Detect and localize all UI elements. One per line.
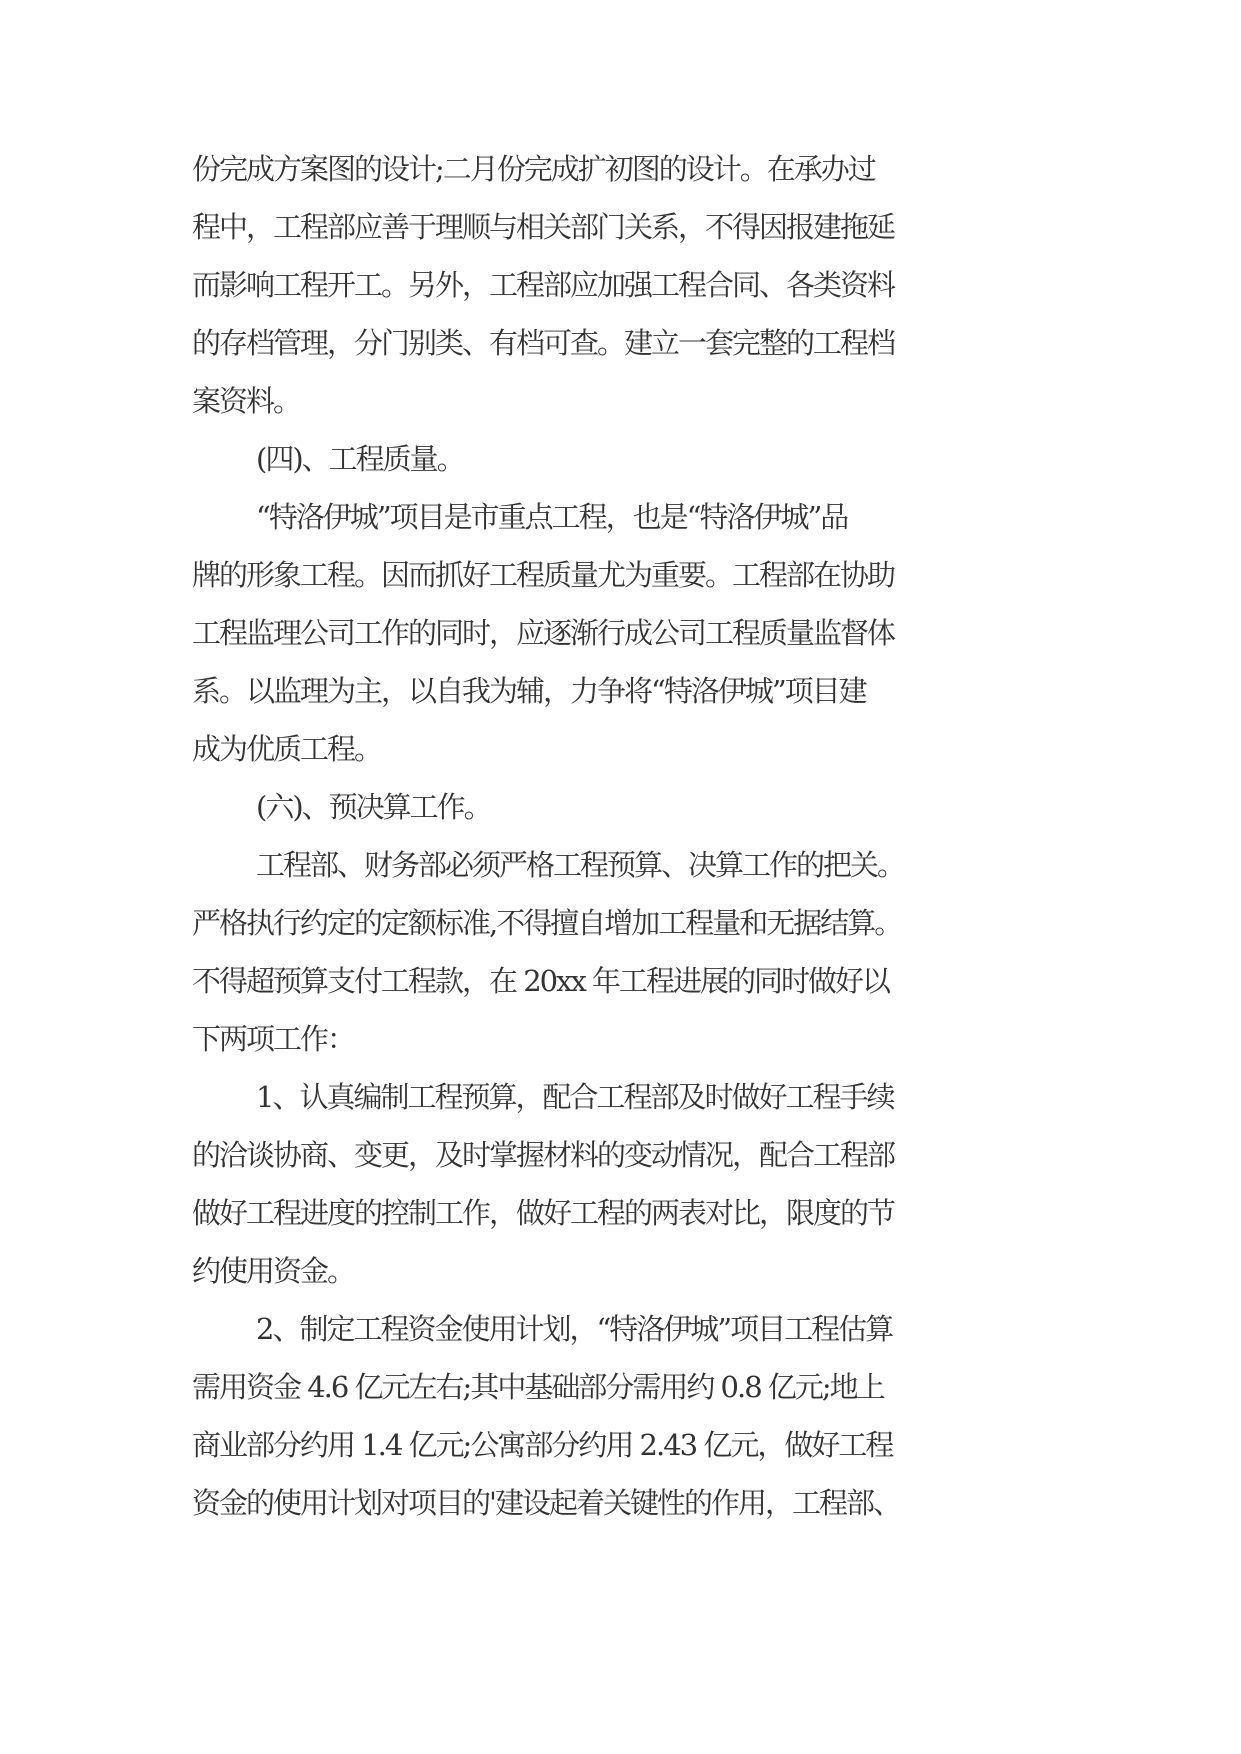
paragraph-line: 严格执行约定的定额标准,不得擅自增加工程量和无据结算。 [192,906,902,940]
paragraph-line: 的存档管理，分门别类、有档可查。建立一套完整的工程档 [192,326,895,360]
paragraph-line: 不得超预算支付工程款，在 20xx 年工程进展的同时做好以 [192,964,890,998]
paragraph-line: “特洛伊城”项目是市重点工程，也是“特洛伊城”品 [256,500,848,534]
paragraph-line: 而影响工程开工。另外，工程部应加强工程合同、各类资料 [192,268,895,302]
list-item-line: 的洽谈协商、变更，及时掌握材料的变动情况，配合工程部 [192,1138,895,1172]
paragraph-line: 份完成方案图的设计;二月份完成扩初图的设计。在承办过 [192,152,875,186]
paragraph-line: 工程部、财务部必须严格工程预算、决算工作的把关。 [256,848,905,882]
paragraph-line: 案资料。 [192,384,301,418]
list-item-line: 1、认真编制工程预算，配合工程部及时做好工程手续 [256,1080,894,1114]
list-item-line: 商业部分约用 1.4 亿元;公寓部分约用 2.43 亿元，做好工程 [192,1428,893,1462]
paragraph-line: 牌的形象工程。因而抓好工程质量尤为重要。工程部在协助 [192,558,895,592]
list-item-line: 做好工程进度的控制工作，做好工程的两表对比，限度的节 [192,1196,895,1230]
list-item-line: 需用资金 4.6 亿元左右;其中基础部分需用约 0.8 亿元;地上 [192,1370,884,1404]
list-item-line: 2、制定工程资金使用计划，“特洛伊城”项目工程估算 [256,1312,893,1346]
section-heading: (四)、工程质量。 [256,442,464,476]
paragraph-line: 工程监理公司工作的同时，应逐渐行成公司工程质量监督体 [192,616,895,650]
section-heading: (六)、预决算工作。 [256,790,491,824]
list-item-line: 约使用资金。 [192,1254,355,1288]
paragraph-line: 下两项工作： [192,1022,355,1056]
paragraph-line: 系。以监理为主，以自我为辅，力争将“特洛伊城”项目建 [192,674,866,708]
paragraph-line: 成为优质工程。 [192,732,382,766]
list-item-line: 资金的使用计划对项目的'建设起着关键性的作用，工程部、 [192,1486,900,1520]
paragraph-line: 程中，工程部应善于理顺与相关部门关系，不得因报建拖延 [192,210,895,244]
